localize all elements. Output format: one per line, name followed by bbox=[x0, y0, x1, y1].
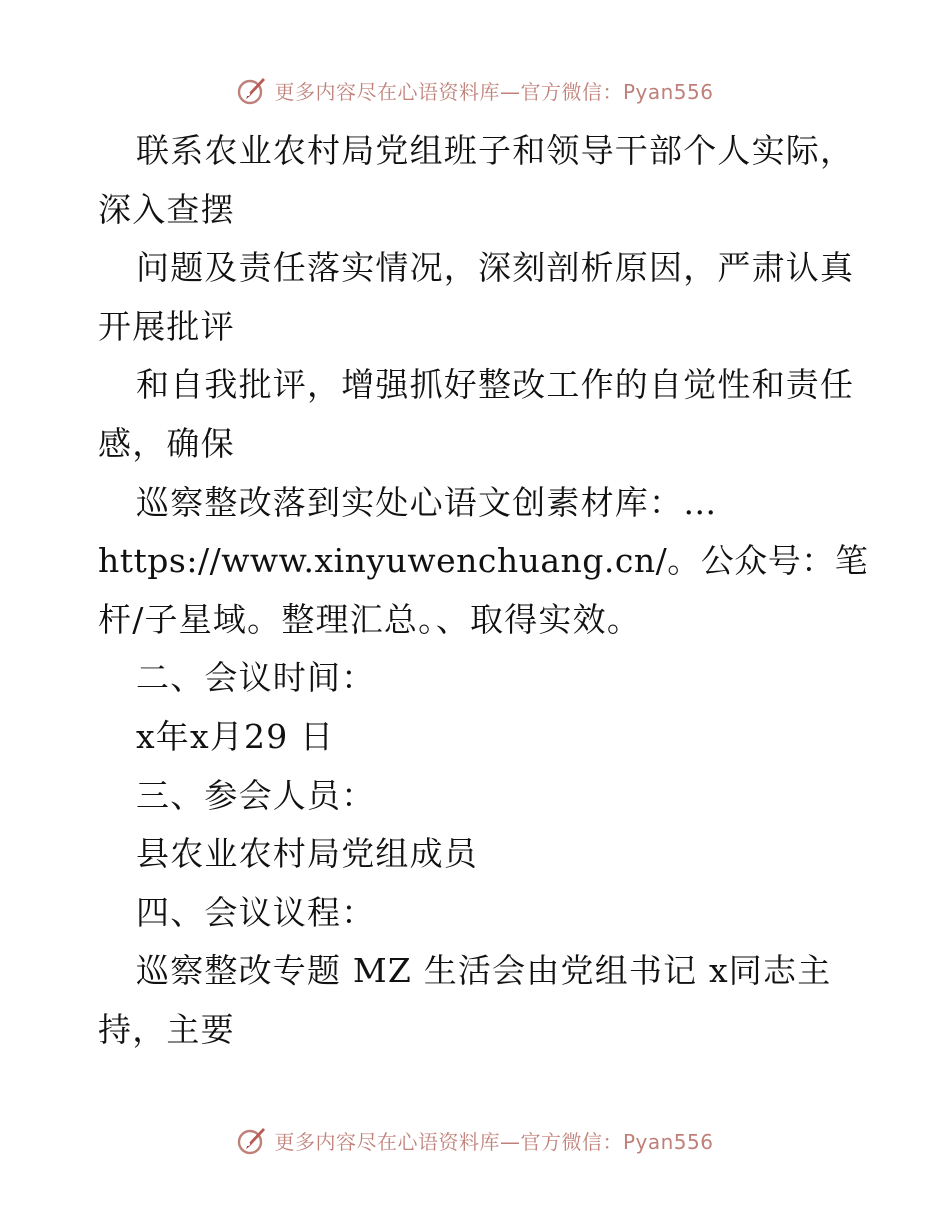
text-line: 感，确保 bbox=[98, 423, 235, 463]
quill-pen-logo-icon bbox=[236, 74, 268, 106]
quill-pen-logo-icon bbox=[236, 1124, 268, 1156]
text-line: 巡察整改落到实处心语文创素材库：… bbox=[136, 482, 718, 522]
meeting-date: x年x月29 日 bbox=[136, 716, 335, 756]
attendees: 县农业农村局党组成员 bbox=[136, 834, 478, 874]
text-line: 杆/子星域。整理汇总。、取得实效。 bbox=[98, 599, 642, 639]
text-line: 持，主要 bbox=[98, 1009, 235, 1049]
text-line: 巡察整改专题 MZ 生活会由党组书记 x同志主 bbox=[136, 951, 832, 991]
header-banner-text: 更多内容尽在心语资料库—官方微信：Pyan556 bbox=[274, 79, 714, 104]
text-line: 开展批评 bbox=[98, 306, 235, 346]
section-heading: 二、会议时间： bbox=[136, 658, 376, 698]
section-heading: 四、会议议程： bbox=[136, 892, 376, 932]
footer-banner-text: 更多内容尽在心语资料库—官方微信：Pyan556 bbox=[274, 1129, 714, 1154]
document-body bbox=[98, 122, 868, 1060]
url-line: https://www.xinyuwenchuang.cn/。公众号：笔 bbox=[98, 541, 869, 581]
text-line: 深入查摆 bbox=[98, 189, 235, 229]
text-line: 问题及责任落实情况，深刻剖析原因，严肃认真 bbox=[136, 248, 855, 288]
footer-banner bbox=[0, 1120, 950, 1160]
section-heading: 三、参会人员： bbox=[136, 775, 376, 815]
text-line: 联系农业农村局党组班子和领导干部个人实际， bbox=[136, 131, 855, 170]
text-line: 和自我批评，增强抓好整改工作的自觉性和责任 bbox=[136, 365, 855, 405]
header-banner bbox=[0, 70, 950, 110]
